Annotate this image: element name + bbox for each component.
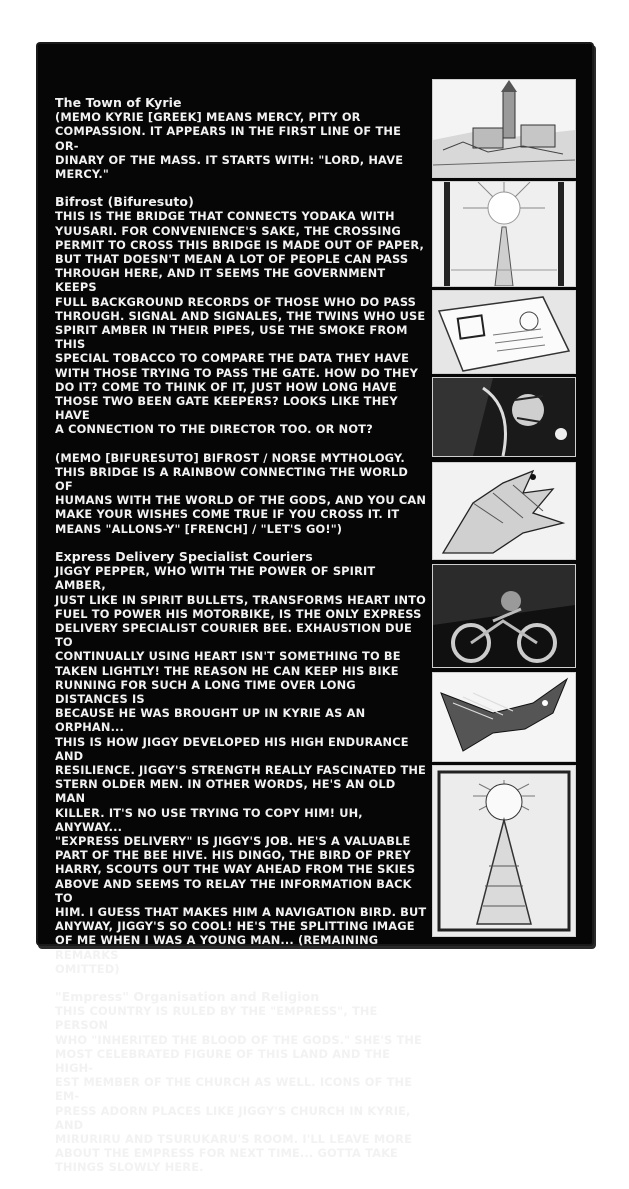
section-title: "Empress" Organisation and Religion	[55, 988, 320, 1004]
section-body: (MEMO KYRIE [GREEK] MEANS MERCY, PITY OR COMPASSION. IT APPEARS IN THE FIRST LINE OF THE OR- DINARY OF THE MASS. IT STARTS WITH: "LORD, HAVE MERCY."	[55, 110, 404, 182]
harry-bird-illustration	[432, 462, 576, 560]
kyrie-church-town-illustration	[432, 79, 576, 178]
section-title: Express Delivery Specialist Couriers	[55, 548, 313, 564]
section-body: THIS IS THE BRIDGE THAT CONNECTS YODAKA WITH YUUSARI. FOR CONVENIENCE'S SAKE, THE CROSSING PERMIT TO CROSS THIS BRIDGE IS MADE OUT OF PAPER, BUT THAT DOESN'T MEAN A LOT OF PEOPLE CAN PASS THROUGH HERE, AND IT SEEMS THE GOVERNMENT KEEPS FULL BACKGROUND RECORDS OF THOSE WHO DO PASS THROUGH. SIGNAL AND SIGNALES, THE TWINS WHO USE SPIRIT AMBER IN THEIR PIPES, USE THE SMOKE FROM THIS SPECIAL TOBACCO TO COMPARE THE DATA THEY HAVE WITH THOSE TRYING TO PASS THE GATE. HOW DO THEY DO IT? COME TO THINK OF IT, JUST HOW LONG HAVE THOSE TWO BEEN GATE KEEPERS? LOOKS LIKE THEY HAVE A CONNECTION TO THE DIRECTOR TOO. OR NOT?	[55, 209, 426, 437]
section-body: (MEMO [BIFURESUTO] BIFROST / NORSE MYTHOLOGY. THIS BRIDGE IS A RAINBOW CONNECTING THE WORLD OF HUMANS WITH THE WORLD OF THE GODS, AND YOU CAN MAKE YOUR WISHES COME TRUE IF YOU CROSS IT. IT MEANS "ALLONS-Y" [FRENCH] / "LET'S GO!")	[55, 450, 427, 536]
jiggy-motorbike-illustration	[432, 564, 576, 668]
section-town-of-kyrie	[55, 96, 427, 181]
notes-text-column	[55, 96, 427, 1189]
section-title: The Town of Kyrie	[55, 95, 182, 110]
section-bifrost-memo	[55, 451, 427, 536]
flying-bird-illustration	[432, 672, 576, 762]
section-empress	[55, 990, 427, 1175]
section-express-delivery	[55, 550, 427, 976]
empress-icon-illustration	[432, 765, 576, 937]
section-body: THIS COUNTRY IS RULED BY THE "EMPRESS", THE PERSON WHO "INHERITED THE BLOOD OF THE GODS." SHE'S THE MOST CELEBRATED FIGURE OF THIS LAND AND THE HIGH- EST MEMBER OF THE CHURCH AS WELL. ICONS OF THE EM- PRESS ADORN PLACES LIKE JIGGY'S CHURCH IN KYRIE, AND MIRURIRU AND TSURUKARU'S ROOM. I'LL LEAVE MORE ABOUT THE EMPRESS FOR NEXT TIME... GOTTA TAKE THINGS SLOWLY HERE.	[55, 1004, 422, 1175]
section-bifrost	[55, 195, 427, 436]
section-title: Bifrost (Bifuresuto)	[55, 194, 194, 210]
crossing-permit-paper-illustration	[432, 290, 576, 374]
bifrost-bridge-illustration	[432, 181, 576, 287]
gate-keeper-twins-illustration	[432, 377, 576, 457]
section-body: JIGGY PEPPER, WHO WITH THE POWER OF SPIRIT AMBER, JUST LIKE IN SPIRIT BULLETS, TRANSFORMS HEART INTO FUEL TO POWER HIS MOTORBIKE, IS THE ONLY EXPRESS DELIVERY SPECIALIST COURIER BEE. EXHAUSTION DUE TO CONTINUALLY USING HEART ISN'T SOMETHING TO BE TAKEN LIGHTLY! THE REASON HE CAN KEEP HIS BIKE RUNNING FOR SUCH A LONG TIME OVER LONG DISTANCES IS BECAUSE HE WAS BROUGHT UP IN KYRIE AS AN ORPHAN... THIS IS HOW JIGGY DEVELOPED HIS HIGH ENDURANCE AND RESILIENCE. JIGGY'S STRENGTH REALLY FASCINATED THE STERN OLDER MEN. IN OTHER WORDS, HE'S AN OLD MAN KILLER. IT'S NO USE TRYING TO COPY HIM! UH, ANYWAY... "EXPRESS DELIVERY" IS JIGGY'S JOB. HE'S A VALUABLE PART OF THE BEE HIVE. HIS DINGO, THE BIRD OF PREY HARRY, SCOUTS OUT THE WAY AHEAD FROM THE SKIES ABOVE AND SEEMS TO RELAY THE INFORMATION BACK TO HIM. I GUESS THAT MAKES HIM A NAVIGATION BIRD. BUT ANYWAY, JIGGY'S SO COOL! HE'S THE SPLITTING IMAGE OF ME WHEN I WAS A YOUNG MAN... (REMAINING REMARKS OMITTED)	[55, 564, 427, 976]
